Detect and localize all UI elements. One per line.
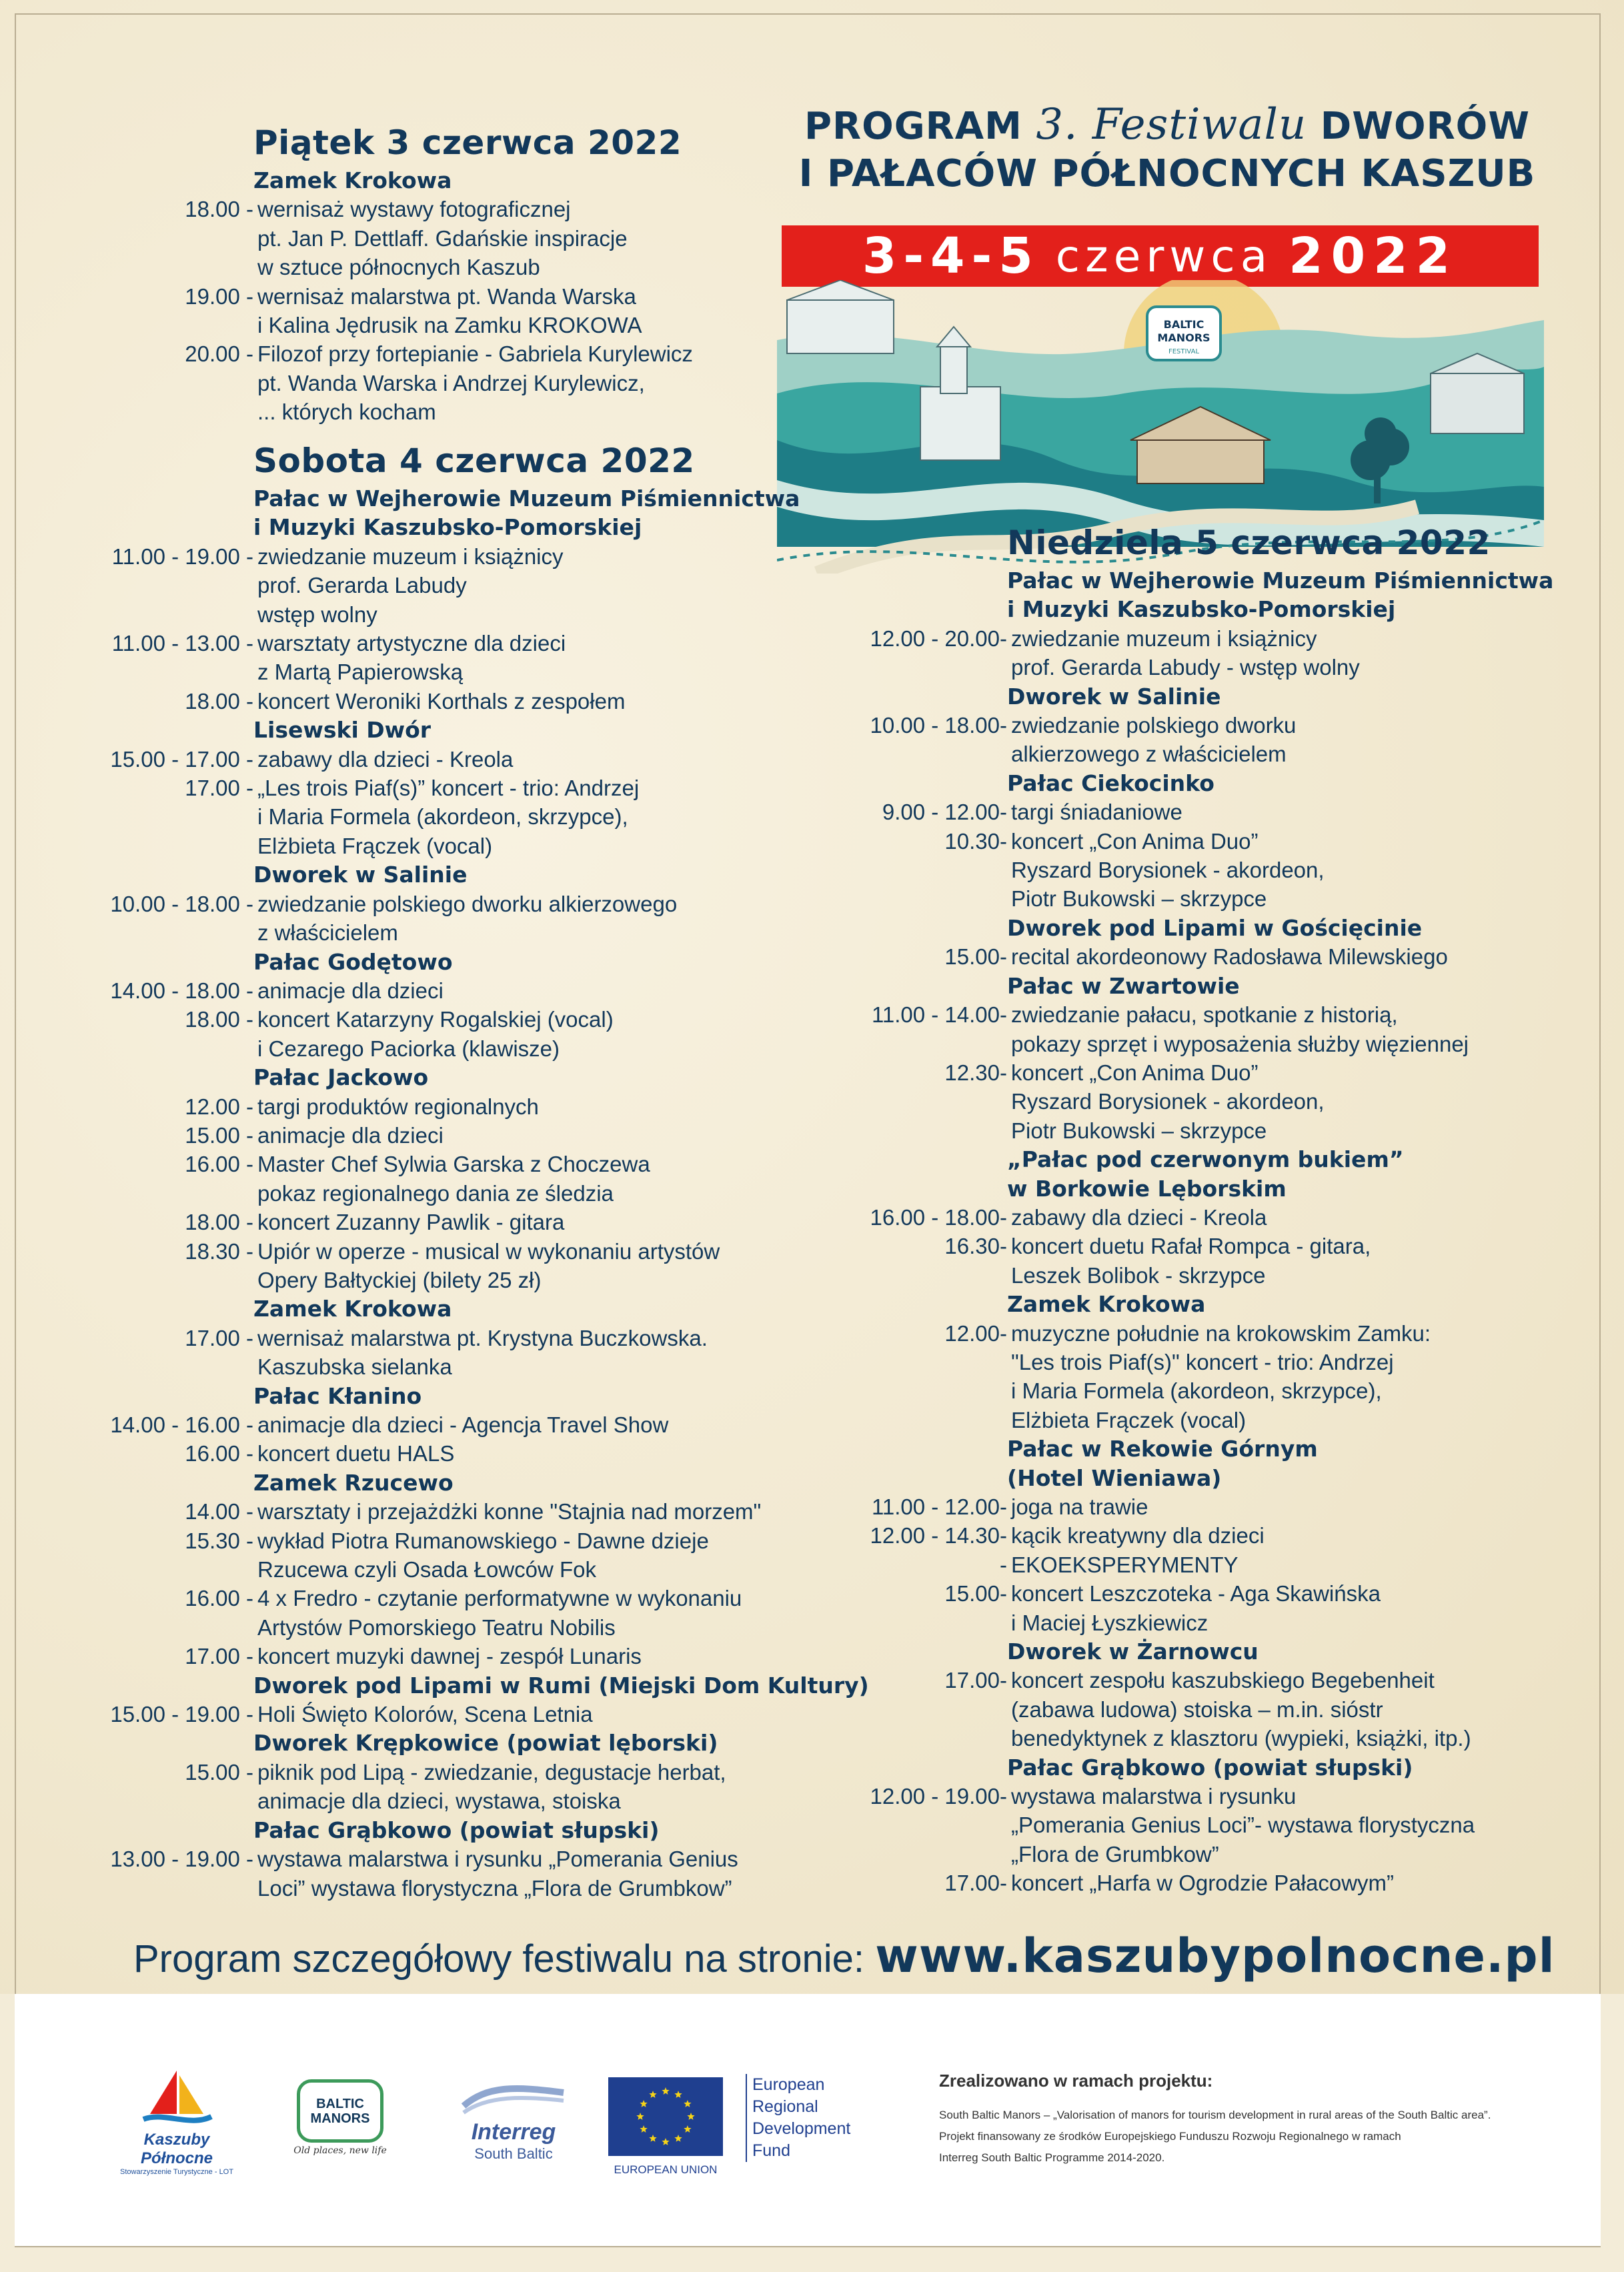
schedule-row bbox=[185, 1092, 869, 1121]
schedule-row bbox=[944, 827, 1553, 914]
event-description: wernisaż malarstwa pt. Wanda Warska i Kalina Jędrusik na Zamku KROKOWA bbox=[257, 283, 642, 338]
schedule-row bbox=[185, 1005, 869, 1063]
schedule-row bbox=[944, 942, 1553, 971]
program-text: Program szczegółowy festiwalu na stronie: bbox=[133, 1937, 876, 1981]
schedule-row bbox=[185, 1526, 869, 1584]
event-time: 16.00 - bbox=[185, 1441, 253, 1466]
schedule-row bbox=[185, 1121, 869, 1150]
event-description: koncert muzyki dawnej - zespół Lunaris bbox=[257, 1644, 642, 1669]
venue-name: Pałac Jackowo bbox=[253, 1064, 429, 1091]
event-description: warsztaty i przejażdżki konne "Stajnia nad morzem" bbox=[257, 1499, 762, 1524]
event-description: joga na trawie bbox=[1011, 1494, 1148, 1519]
schedule-row bbox=[870, 1521, 1553, 1550]
schedule-row bbox=[882, 798, 1553, 826]
event-time: 16.00 - 18.00- bbox=[870, 1204, 1007, 1230]
event-description: animacje dla dzieci bbox=[257, 1122, 444, 1148]
badge-line-3: FESTIVAL bbox=[1168, 348, 1200, 355]
venue-name: Dworek w Salinie bbox=[1007, 683, 1221, 710]
festival-title bbox=[787, 100, 1547, 195]
event-time: 12.00 - 20.00- bbox=[870, 626, 1007, 651]
schedule-row bbox=[185, 1642, 869, 1670]
date-month: czerwca bbox=[1055, 230, 1273, 282]
event-time: 18.00 - bbox=[185, 197, 253, 222]
venue-name: Zamek Krokowa bbox=[253, 167, 452, 193]
schedule-row bbox=[110, 1700, 869, 1729]
event-description: zabawy dla dzieci - Kreola bbox=[1011, 1204, 1267, 1230]
title-dworow: DWORÓW bbox=[1320, 105, 1531, 148]
venue-name: Dworek pod Lipami w Gościęcinie bbox=[1007, 914, 1423, 941]
event-time: - bbox=[1000, 1552, 1007, 1577]
interreg-name: Interreg bbox=[471, 2119, 556, 2145]
baltic-manors-logo bbox=[293, 2079, 387, 2156]
badge-line-2: MANORS bbox=[1157, 331, 1210, 344]
schedule-row bbox=[944, 1319, 1553, 1435]
event-time: 15.00- bbox=[944, 1581, 1007, 1606]
event-description: zwiedzanie pałacu, spotkanie z historią, pokazy sprzęt i wyposażenia służby więziennej bbox=[1011, 1002, 1469, 1056]
event-description: koncert zespołu kaszubskiego Begebenheit (zabawa ludowa) stoiska – m.in. sióstr benedyktynek z klasztoru (wypieki, książki, itp.) bbox=[1011, 1668, 1471, 1751]
event-description: targi produktów regionalnych bbox=[257, 1094, 539, 1119]
event-time: 15.00 - 19.00 - bbox=[110, 1702, 253, 1727]
event-description: zabawy dla dzieci - Kreola bbox=[257, 746, 514, 772]
schedule-row bbox=[871, 1000, 1553, 1058]
event-time: 17.00 - bbox=[185, 1325, 253, 1350]
event-time: 16.00 - bbox=[185, 1152, 253, 1177]
event-time: 15.00 - bbox=[185, 1122, 253, 1148]
event-time: 15.00 - bbox=[185, 1759, 253, 1785]
title-program: PROGRAM bbox=[804, 105, 1022, 148]
event-description: Filozof przy fortepianie - Gabriela Kurylewicz pt. Wanda Warska i Andrzej Kurylewicz, ... których kocham bbox=[257, 341, 693, 425]
date-days: 3-4-5 bbox=[862, 227, 1040, 285]
event-time: 14.00 - 18.00 - bbox=[110, 978, 253, 1003]
venue-name: Zamek Rzucewo bbox=[253, 1469, 454, 1496]
schedule-row bbox=[185, 282, 693, 340]
venue-name: Zamek Krokowa bbox=[253, 1296, 452, 1322]
event-time: 14.00 - bbox=[185, 1499, 253, 1524]
schedule-row bbox=[185, 195, 693, 281]
day-sunday bbox=[870, 523, 1554, 1898]
schedule-row bbox=[110, 890, 869, 948]
kaszuby-sub: Stowarzyszenie Turystyczne - LOT bbox=[120, 2168, 233, 2176]
title-festival-script: 3. Festiwalu bbox=[1036, 100, 1307, 149]
event-time: 9.00 - 12.00- bbox=[882, 800, 1007, 825]
venue-name: Zamek Krokowa bbox=[1007, 1291, 1206, 1318]
event-time: 12.00 - bbox=[185, 1094, 253, 1119]
schedule-row bbox=[185, 774, 869, 860]
schedule-row bbox=[185, 1497, 869, 1526]
event-time: 11.00 - 12.00- bbox=[871, 1494, 1007, 1519]
project-line-1: South Baltic Manors – „Valorisation of manors for tourism development in rural areas of the South Baltic area”. bbox=[939, 2109, 1491, 2121]
event-description: wykład Piotra Rumanowskiego - Dawne dzieje Rzucewa czyli Osada Łowców Fok bbox=[257, 1528, 709, 1582]
eu-fund-text: European Regional Development Fund bbox=[746, 2074, 850, 2162]
schedule-row bbox=[185, 1237, 869, 1295]
event-description: muzyczne południe na krokowskim Zamku: "Les trois Piaf(s)" koncert - trio: Andrzej i Maria Formela (akordeon, skrzypce), Elżbieta Frączek (vocal) bbox=[1011, 1320, 1431, 1432]
kaszuby-logo bbox=[107, 2067, 247, 2176]
day-saturday bbox=[110, 441, 869, 1903]
venue-name: Pałac Grąbkowo (powiat słupski) bbox=[253, 1817, 660, 1843]
event-time: 11.00 - 14.00- bbox=[871, 1002, 1007, 1028]
event-description: Upiór w operze - musical w wykonaniu artystów Opery Bałtyckiej (bilety 25 zł) bbox=[257, 1238, 720, 1292]
schedule-row bbox=[111, 542, 869, 629]
venue-name: Pałac Ciekocinko bbox=[1007, 770, 1214, 796]
event-description: 4 x Fredro - czytanie performatywne w wykonaniu Artystów Pomorskiego Teatru Nobilis bbox=[257, 1586, 742, 1640]
event-description: zwiedzanie muzeum i książnicy prof. Gerarda Labudy - wstęp wolny bbox=[1011, 626, 1360, 680]
manor-left bbox=[787, 280, 894, 353]
venue-name: Dworek w Salinie bbox=[253, 862, 468, 888]
schedule-row bbox=[871, 1492, 1553, 1521]
badge-line-1: BALTIC bbox=[1163, 318, 1204, 331]
event-time: 18.00 - bbox=[185, 1210, 253, 1235]
event-description: kącik kreatywny dla dzieci bbox=[1011, 1523, 1265, 1548]
event-description: EKOEKSPERYMENTY bbox=[1011, 1552, 1239, 1577]
baltic-manors-badge bbox=[1147, 307, 1221, 360]
event-description: recital akordeonowy Radosława Milewskiego bbox=[1011, 944, 1448, 970]
event-time: 10.00 - 18.00- bbox=[870, 713, 1007, 738]
event-time: 18.00 - bbox=[185, 1007, 253, 1032]
event-description: koncert duetu Rafał Rompca - gitara, Leszek Bolibok - skrzypce bbox=[1011, 1234, 1371, 1288]
event-time: 15.30 - bbox=[185, 1528, 253, 1553]
program-url-line bbox=[133, 1929, 1555, 1983]
event-description: koncert Katarzyny Rogalskiej (vocal) i Cezarego Paciorka (klawisze) bbox=[257, 1007, 614, 1061]
interreg-wave-icon bbox=[460, 2079, 567, 2116]
project-line-2: Projekt finansowany ze środków Europejskiego Funduszu Rozwoju Regionalnego w ramach bbox=[939, 2130, 1401, 2143]
venue-name: Lisewski Dwór bbox=[253, 717, 432, 744]
event-description: zwiedzanie muzeum i książnicy prof. Gerarda Labudy wstęp wolny bbox=[257, 543, 564, 627]
event-time: 20.00 - bbox=[185, 341, 253, 367]
event-time: 16.30- bbox=[944, 1234, 1007, 1259]
schedule-row bbox=[110, 1845, 869, 1903]
event-time: 13.00 - 19.00 - bbox=[110, 1847, 253, 1872]
event-time: 16.00 - bbox=[185, 1586, 253, 1611]
event-time: 17.00- bbox=[944, 1871, 1007, 1896]
event-description: piknik pod Lipą - zwiedzanie, degustacje herbat, animacje dla dzieci, wystawa, stoiska bbox=[257, 1759, 726, 1814]
kaszuby-sail-icon bbox=[137, 2067, 217, 2127]
schedule-row bbox=[185, 687, 869, 716]
event-description: wernisaż malarstwa pt. Krystyna Buczkowska. Kaszubska sielanka bbox=[257, 1325, 708, 1380]
day-title-friday: Piątek 3 czerwca 2022 bbox=[253, 123, 682, 162]
schedule-row bbox=[185, 1439, 869, 1468]
interreg-sub: South Baltic bbox=[474, 2145, 553, 2162]
schedule-row bbox=[944, 1869, 1553, 1897]
event-time: 12.00 - 19.00- bbox=[870, 1784, 1007, 1809]
venue-name: Pałac Grąbkowo (powiat słupski) bbox=[1007, 1754, 1413, 1781]
event-description: targi śniadaniowe bbox=[1011, 800, 1182, 825]
event-time: 17.00 - bbox=[185, 776, 253, 801]
event-description: Holi Święto Kolorów, Scena Letnia bbox=[257, 1702, 593, 1727]
event-time: 18.00 - bbox=[185, 688, 253, 714]
schedule-row bbox=[944, 1666, 1553, 1753]
event-description: koncert duetu HALS bbox=[257, 1441, 455, 1466]
venue-name: Dworek Krępkowice (powiat lęborski) bbox=[253, 1730, 718, 1757]
title-line-2: I PAŁACÓW PÓŁNOCNYCH KASZUB bbox=[798, 152, 1536, 195]
day-title-saturday: Sobota 4 czerwca 2022 bbox=[253, 441, 695, 480]
venue-name: Dworek w Żarnowcu bbox=[1007, 1638, 1259, 1665]
event-description: koncert Zuzanny Pawlik - gitara bbox=[257, 1210, 565, 1235]
project-heading: Zrealizowano w ramach projektu: bbox=[939, 2071, 1213, 2091]
schedule-row bbox=[110, 1410, 869, 1439]
date-year: 2022 bbox=[1289, 227, 1459, 285]
event-description: wystawa malarstwa i rysunku „Pomerania Genius Loci” wystawa florystyczna „Flora de Grumbkow” bbox=[257, 1847, 738, 1901]
schedule-row bbox=[185, 1584, 869, 1642]
event-description: Master Chef Sylwia Garska z Choczewa pokaz regionalnego dania ze śledzia bbox=[257, 1152, 650, 1206]
eu-label: EUROPEAN UNION bbox=[614, 2163, 718, 2176]
event-time: 10.00 - 18.00 - bbox=[110, 891, 253, 916]
event-description: koncert „Con Anima Duo” Ryszard Borysionek - akordeon, Piotr Bukowski – skrzypce bbox=[1011, 828, 1325, 912]
event-time: 17.00 - bbox=[185, 1644, 253, 1669]
schedule-row bbox=[944, 1058, 1553, 1145]
venue-name: Pałac w Rekowie Górnym (Hotel Wieniawa) bbox=[1007, 1436, 1318, 1491]
event-time: 11.00 - 13.00 - bbox=[111, 631, 253, 656]
schedule-row bbox=[870, 711, 1553, 769]
event-time: 19.00 - bbox=[185, 283, 253, 309]
schedule-row bbox=[1000, 1550, 1553, 1579]
project-info bbox=[939, 2071, 1559, 2169]
event-description: wystawa malarstwa i rysunku „Pomerania Genius Loci”- wystawa florystyczna „Flora de Grumbkow” bbox=[1011, 1784, 1475, 1867]
baltic-logo-line-1: BALTIC bbox=[316, 2096, 364, 2111]
schedule-row bbox=[185, 1758, 869, 1816]
schedule-row bbox=[110, 976, 869, 1005]
project-line-3: Interreg South Baltic Programme 2014-2020. bbox=[939, 2151, 1165, 2164]
schedule-row bbox=[110, 745, 869, 774]
event-description: wernisaż wystawy fotograficznej pt. Jan P. Dettlaff. Gdańskie inspiracje w sztuce północnych Kaszub bbox=[257, 197, 628, 280]
event-description: zwiedzanie polskiego dworku alkierzowego z właścicielem bbox=[1011, 713, 1297, 767]
schedule-row bbox=[870, 624, 1553, 682]
event-time: 10.30- bbox=[944, 828, 1007, 854]
event-description: „Les trois Piaf(s)” koncert - trio: Andrzej i Maria Formela (akordeon, skrzypce), Elżbieta Frączek (vocal) bbox=[257, 776, 640, 858]
baltic-tagline: Old places, new life bbox=[293, 2145, 387, 2156]
schedule-row bbox=[944, 1579, 1553, 1637]
event-time: 12.00 - 14.30- bbox=[870, 1523, 1007, 1548]
schedule-row bbox=[944, 1232, 1553, 1290]
event-time: 11.00 - 19.00 - bbox=[111, 543, 253, 569]
eu-flag-icon bbox=[608, 2077, 723, 2156]
event-time: 18.30 - bbox=[185, 1238, 253, 1264]
eu-logo bbox=[608, 2077, 723, 2177]
event-time: 12.00- bbox=[944, 1320, 1007, 1346]
venue-name: Pałac w Wejherowie Muzeum Piśmiennictwa i Muzyki Kaszubsko-Pomorskiej bbox=[253, 485, 800, 541]
interreg-logo bbox=[454, 2079, 574, 2163]
baltic-logo-line-2: MANORS bbox=[310, 2111, 370, 2126]
event-description: koncert „Harfa w Ogrodzie Pałacowym” bbox=[1011, 1871, 1395, 1896]
event-description: animacje dla dzieci - Agencja Travel Show bbox=[257, 1412, 669, 1437]
website-link[interactable]: www.kaszubypolnocne.pl bbox=[875, 1929, 1555, 1983]
event-time: 12.30- bbox=[944, 1060, 1007, 1085]
schedule-row bbox=[185, 1324, 869, 1382]
day-title-sunday: Niedziela 5 czerwca 2022 bbox=[1007, 523, 1491, 562]
kaszuby-name: Kaszuby Północne bbox=[140, 2131, 213, 2167]
venue-name: Pałac w Wejherowie Muzeum Piśmiennictwa i Muzyki Kaszubsko-Pomorskiej bbox=[1007, 567, 1554, 623]
event-description: zwiedzanie polskiego dworku alkierzowego z właścicielem bbox=[257, 891, 678, 946]
schedule-row bbox=[185, 1208, 869, 1236]
venue-name: Dworek pod Lipami w Rumi (Miejski Dom Kultury) bbox=[253, 1672, 869, 1698]
schedule-row bbox=[870, 1782, 1553, 1869]
event-time: 17.00- bbox=[944, 1668, 1007, 1693]
venue-name: Pałac w Zwartowie bbox=[1007, 972, 1240, 999]
event-description: animacje dla dzieci bbox=[257, 978, 444, 1003]
event-description: warsztaty artystyczne dla dzieci z Martą Papierowską bbox=[257, 631, 566, 685]
event-description: koncert Weroniki Korthals z zespołem bbox=[257, 688, 626, 714]
venue-name: Pałac Godętowo bbox=[253, 948, 453, 975]
date-banner bbox=[782, 225, 1539, 287]
schedule-row bbox=[870, 1203, 1553, 1232]
event-time: 14.00 - 16.00 - bbox=[110, 1412, 253, 1437]
day-friday bbox=[185, 123, 693, 427]
event-description: koncert „Con Anima Duo” Ryszard Borysionek - akordeon, Piotr Bukowski – skrzypce bbox=[1011, 1060, 1325, 1143]
venue-name: Pałac Kłanino bbox=[253, 1382, 422, 1409]
schedule-row bbox=[111, 629, 869, 687]
schedule-row bbox=[185, 339, 693, 426]
event-time: 15.00- bbox=[944, 944, 1007, 970]
schedule-row bbox=[185, 1150, 869, 1208]
event-description: koncert Leszczoteka - Aga Skawińska i Maciej Łyszkiewicz bbox=[1011, 1581, 1381, 1635]
event-time: 15.00 - 17.00 - bbox=[110, 746, 253, 772]
venue-name: „Pałac pod czerwonym bukiem” w Borkowie Lęborskim bbox=[1007, 1146, 1404, 1202]
